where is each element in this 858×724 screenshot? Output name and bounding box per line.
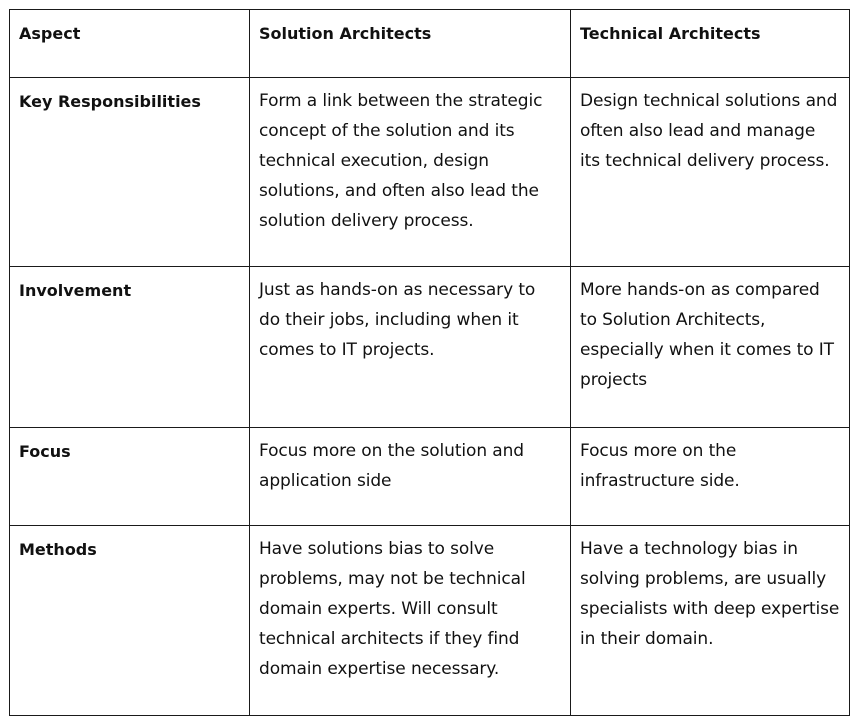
table-row xyxy=(10,428,850,526)
technical-architects-cell xyxy=(571,267,850,428)
table-header-row xyxy=(10,10,850,78)
cell-text: Focus more on the solution and application side xyxy=(259,441,524,491)
cell-text: Focus more on the infrastructure side. xyxy=(580,441,740,491)
header-solution-architects: Solution Architects xyxy=(250,10,571,78)
technical-architects-cell xyxy=(571,428,850,526)
solution-architects-cell xyxy=(250,267,571,428)
technical-architects-cell xyxy=(571,526,850,716)
row-aspect-text: Key Responsibilities xyxy=(19,92,201,111)
table-row xyxy=(10,526,850,716)
row-aspect-text: Focus xyxy=(19,442,71,461)
table-row xyxy=(10,78,850,267)
cell-text: Just as hands-on as necessary to do their jobs, including when it comes to IT projects. xyxy=(259,280,536,360)
cell-text: Have a technology bias in solving problems, are usually specialists with deep expertise in their domain. xyxy=(580,539,840,649)
solution-architects-cell xyxy=(250,526,571,716)
row-aspect-text: Involvement xyxy=(19,281,132,300)
header-technical-architects: Technical Architects xyxy=(571,10,850,78)
cell-text: More hands-on as compared to Solution Architects, especially when it comes to IT projects xyxy=(580,280,834,390)
row-aspect-label xyxy=(10,526,250,716)
technical-architects-cell xyxy=(571,78,850,267)
table-row xyxy=(10,267,850,428)
row-aspect-label xyxy=(10,428,250,526)
header-aspect: Aspect xyxy=(10,10,250,78)
solution-architects-cell xyxy=(250,428,571,526)
row-aspect-text: Methods xyxy=(19,540,97,559)
comparison-table xyxy=(9,9,850,716)
row-aspect-label xyxy=(10,78,250,267)
row-aspect-label xyxy=(10,267,250,428)
cell-text: Have solutions bias to solve problems, may not be technical domain experts. Will consult technical architects if they find domain expertise necessary. xyxy=(259,539,526,679)
solution-architects-cell xyxy=(250,78,571,267)
cell-text: Design technical solutions and often also lead and manage its technical delivery process. xyxy=(580,91,838,171)
cell-text: Form a link between the strategic concept of the solution and its technical execution, design solutions, and often also lead the solution delivery process. xyxy=(259,91,543,231)
